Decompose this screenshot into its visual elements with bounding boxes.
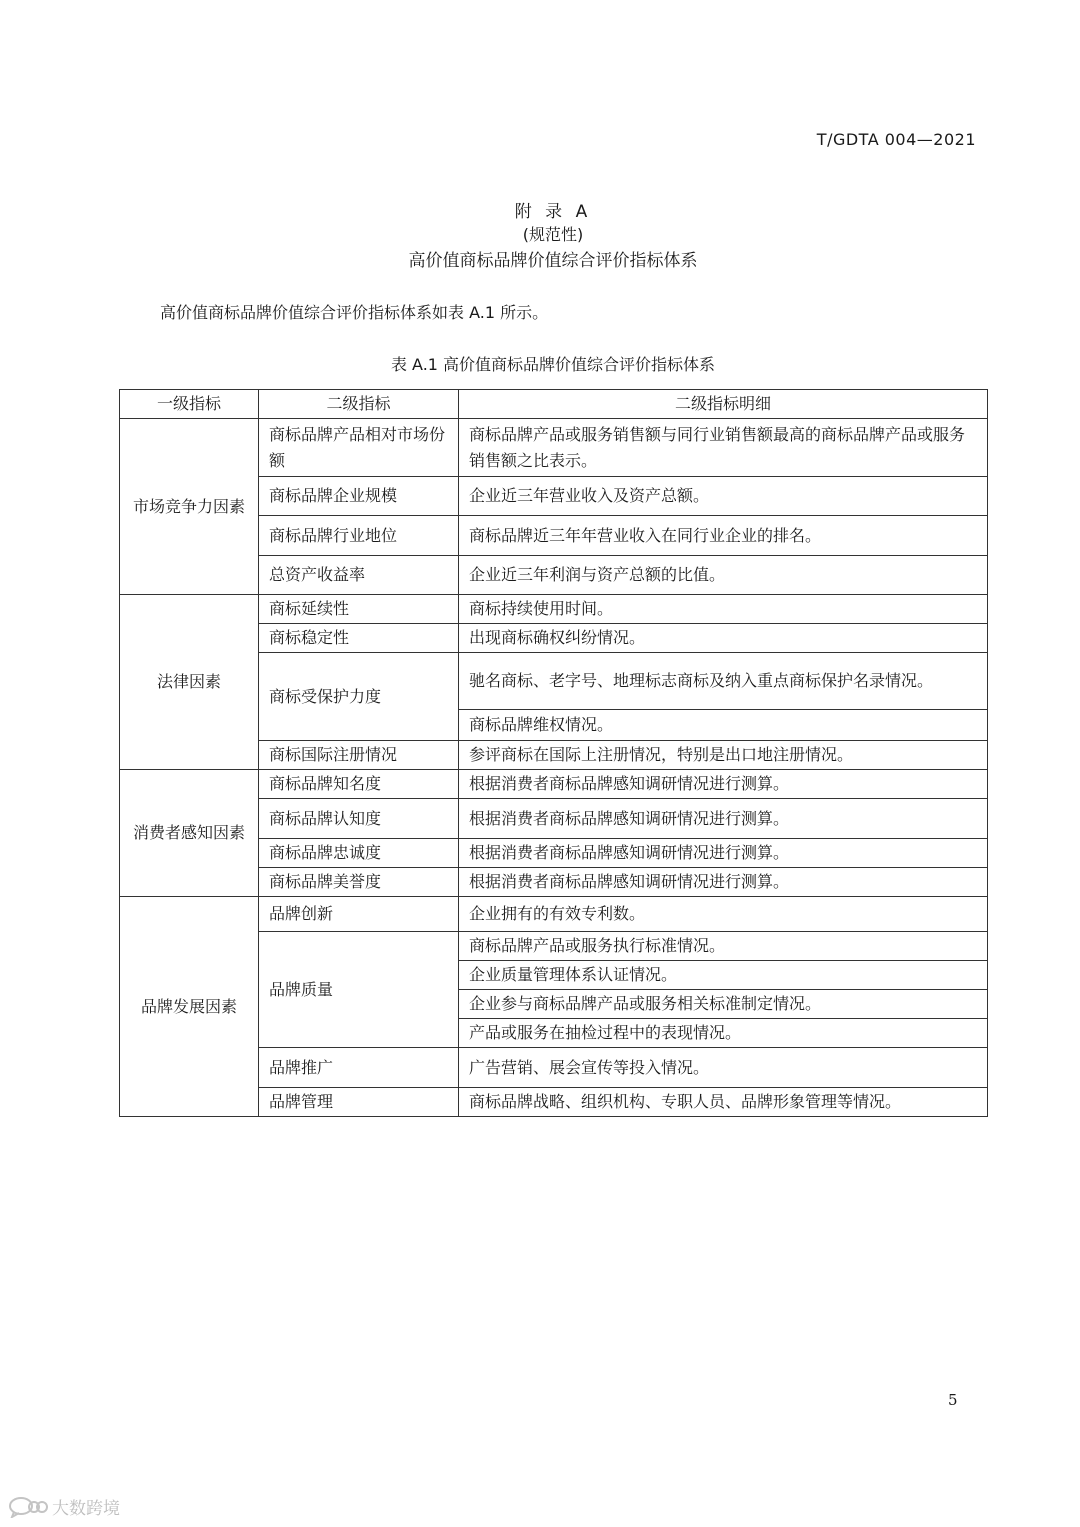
level1-cell: 法律因素 (120, 595, 259, 770)
watermark (8, 1494, 120, 1519)
detail-cell: 驰名商标、老字号、地理标志商标及纳入重点商标保护名录情况。 (459, 653, 988, 710)
detail-cell: 广告营销、展会宣传等投入情况。 (459, 1048, 988, 1088)
level2-cell: 品牌管理 (259, 1088, 459, 1117)
index-table (119, 389, 988, 1117)
detail-cell: 参评商标在国际上注册情况，特别是出口地注册情况。 (459, 741, 988, 770)
intro-paragraph: 高价值商标品牌价值综合评价指标体系如表 A.1 所示。 (160, 303, 549, 322)
detail-cell: 商标品牌维权情况。 (459, 710, 988, 741)
detail-cell: 商标品牌产品或服务销售额与同行业销售额最高的商标品牌产品或服务销售额之比表示。 (459, 419, 988, 477)
level2-cell: 品牌质量 (259, 932, 459, 1048)
level1-cell: 消费者感知因素 (120, 770, 259, 897)
level2-cell: 商标品牌认知度 (259, 799, 459, 839)
detail-cell: 根据消费者商标品牌感知调研情况进行测算。 (459, 799, 988, 839)
level2-cell: 总资产收益率 (259, 556, 459, 595)
detail-cell: 企业质量管理体系认证情况。 (459, 961, 988, 990)
header-level1: 一级指标 (120, 390, 259, 419)
level2-cell: 商标品牌美誉度 (259, 868, 459, 897)
table-caption: 表 A.1 高价值商标品牌价值综合评价指标体系 (390, 355, 716, 374)
level2-cell: 商标受保护力度 (259, 653, 459, 741)
detail-cell: 企业近三年利润与资产总额的比值。 (459, 556, 988, 595)
detail-cell: 商标品牌近三年年营业收入在同行业企业的排名。 (459, 516, 988, 556)
table-row (120, 595, 988, 624)
appendix-title: 附 录 A (514, 202, 592, 222)
table-row (120, 770, 988, 799)
detail-cell: 根据消费者商标品牌感知调研情况进行测算。 (459, 770, 988, 799)
detail-cell: 企业近三年营业收入及资产总额。 (459, 477, 988, 516)
header-detail: 二级指标明细 (459, 390, 988, 419)
page-number: 5 (948, 1391, 958, 1409)
level2-cell: 品牌创新 (259, 897, 459, 932)
detail-cell: 商标品牌战略、组织机构、专职人员、品牌形象管理等情况。 (459, 1088, 988, 1117)
level2-cell: 商标品牌产品相对市场份额 (259, 419, 459, 477)
detail-cell: 根据消费者商标品牌感知调研情况进行测算。 (459, 868, 988, 897)
detail-cell: 商标持续使用时间。 (459, 595, 988, 624)
table-row (120, 419, 988, 477)
watermark-text: 大数跨境 (52, 1499, 120, 1519)
table-row (120, 897, 988, 932)
detail-cell: 根据消费者商标品牌感知调研情况进行测算。 (459, 839, 988, 868)
appendix-name: 高价值商标品牌价值综合评价指标体系 (408, 251, 698, 271)
detail-cell: 企业拥有的有效专利数。 (459, 897, 988, 932)
standard-code: T/GDTA 004—2021 (816, 130, 976, 149)
level2-cell: 商标延续性 (259, 595, 459, 624)
level2-cell: 商标国际注册情况 (259, 741, 459, 770)
detail-cell: 商标品牌产品或服务执行标准情况。 (459, 932, 988, 961)
appendix-type: (规范性) (522, 225, 584, 244)
detail-cell: 产品或服务在抽检过程中的表现情况。 (459, 1019, 988, 1048)
level2-cell: 商标品牌企业规模 (259, 477, 459, 516)
level2-cell: 商标品牌知名度 (259, 770, 459, 799)
level2-cell: 商标稳定性 (259, 624, 459, 653)
detail-cell: 出现商标确权纠纷情况。 (459, 624, 988, 653)
level2-cell: 商标品牌行业地位 (259, 516, 459, 556)
level1-cell: 市场竞争力因素 (120, 419, 259, 595)
level1-cell: 品牌发展因素 (120, 897, 259, 1117)
table-header-row (120, 390, 988, 419)
level2-cell: 品牌推广 (259, 1048, 459, 1088)
chat-bubble-icon (8, 1496, 48, 1518)
detail-cell: 企业参与商标品牌产品或服务相关标准制定情况。 (459, 990, 988, 1019)
header-level2: 二级指标 (259, 390, 459, 419)
level2-cell: 商标品牌忠诚度 (259, 839, 459, 868)
